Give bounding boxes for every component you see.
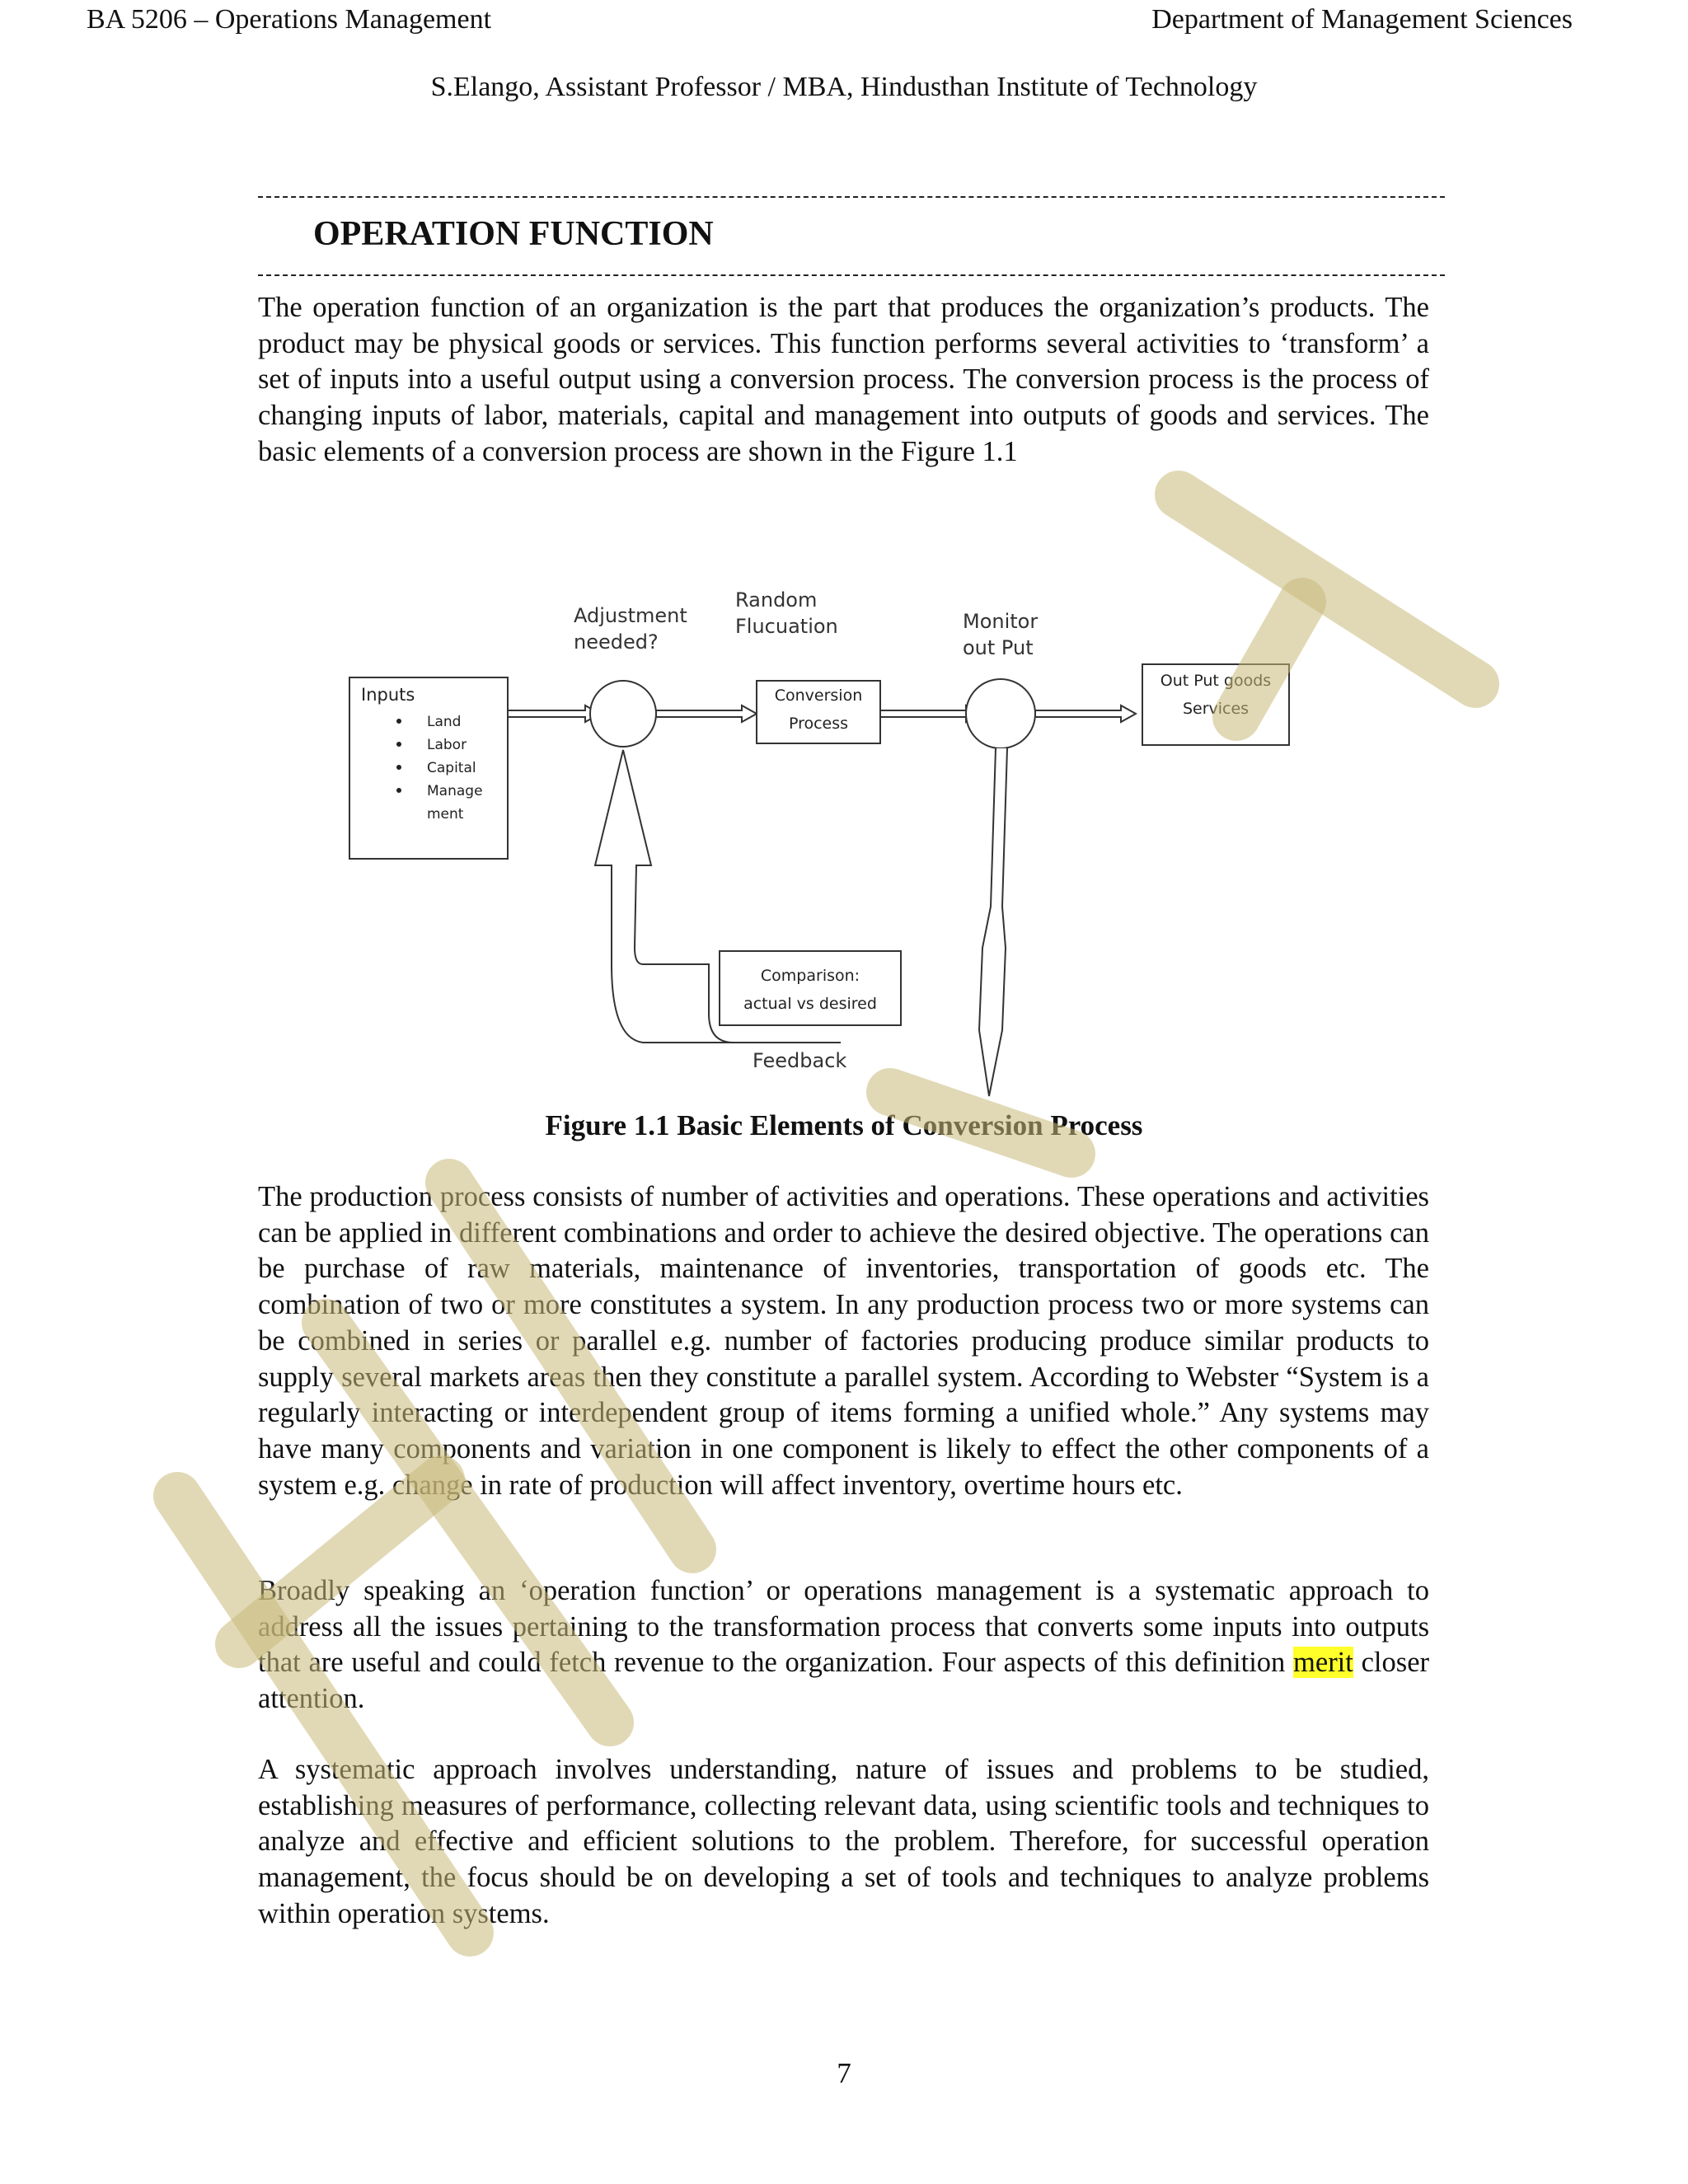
arrow-inputs-to-adjustment <box>508 705 600 722</box>
monitor-node <box>966 679 1035 748</box>
arrow-adjustment-to-conversion <box>656 705 757 722</box>
bullet-icon <box>396 719 401 724</box>
monitor-label-1: Monitor <box>963 610 1039 633</box>
input-item-labor: Labor <box>427 737 467 753</box>
paragraph-operation-function: The operation function of an organization is the part that produces the organization’s products. The product may be physical goods or services. This function performs several activities to ‘transform’ a set of inputs into a useful output using a conversion process. The conversion process is the process of changing inputs of labor, materials, capital and management into outputs of goods and services. The basic elements of a conversion process are shown in the Figure 1.1 <box>258 292 1429 467</box>
comparison-box <box>720 951 901 1025</box>
conversion-label-2: Process <box>788 715 849 733</box>
input-item-land: Land <box>427 714 462 730</box>
highlighted-word: merit <box>1293 1647 1353 1679</box>
header-course-title: BA 5206 – Operations Management <box>87 4 492 35</box>
output-label-2: Services <box>1182 700 1250 718</box>
paragraph-production-process: The production process consists of number of activities and operations. These operations and activities can be applied in different combinations and order to achieve the desired objective. The operations can be purchase of raw materials, maintenance of inventories, transportation of goods etc. The combination of two or more constitutes a system. In any production process two or more systems can be combined in series or parallel e.g. number of factories producing produce similar products to supply several markets areas then they constitute a parallel system. According to Webster “System is a regularly interacting or interdependent group of items forming a unified whole.” Any systems may have many components and variation in one component is likely to effect the other components of a system e.g. change in rate of production will affect inventory, overtime hours etc. <box>258 1181 1429 1501</box>
paragraph-text: Broadly speaking an ‘operation function’ or operations management is a systematic approach to address all the issues pertaining to the transformation process that converts some inputs into outputs that are useful and could fetch revenue to the organization. Four aspects of this definition <box>258 1575 1429 1679</box>
output-label-1: Out Put goods <box>1160 672 1272 690</box>
section-title: OPERATION FUNCTION <box>313 215 714 253</box>
header-department: Department of Management Sciences <box>1151 4 1573 35</box>
page-number: 7 <box>837 2057 851 2089</box>
paragraph-broadly-speaking <box>258 1573 1429 1718</box>
divider-top <box>258 196 1445 198</box>
inputs-title: Inputs <box>361 685 415 705</box>
figure-caption: Figure 1.1 Basic Elements of Conversion Process <box>545 1109 1143 1141</box>
feedback-arrow-down <box>979 748 1007 1096</box>
feedback-label: Feedback <box>753 1049 847 1072</box>
divider-bottom <box>258 274 1445 276</box>
comparison-label-2: actual vs desired <box>743 995 877 1013</box>
paragraph-text: closer attention. <box>258 1647 1429 1715</box>
bullet-icon <box>396 765 401 770</box>
adjustment-label-1: Adjustment <box>574 604 687 627</box>
random-label-2: Flucuation <box>735 615 838 638</box>
header-author: S.Elango, Assistant Professor / MBA, Hindusthan Institute of Technology <box>430 72 1258 102</box>
input-item-capital: Capital <box>427 760 476 776</box>
paragraph-systematic-approach: A systematic approach involves understanding, nature of issues and problems to be studied, establishing measures of performance, collecting relevant data, using scientific tools and techniques to analyze and effective and efficient solutions to the problem. Therefore, for successful operation management, the focus should be on developing a set of tools and techniques to analyze problems within operation systems. <box>258 1754 1429 1929</box>
input-item-management-cont: ment <box>427 806 464 823</box>
comparison-label-1: Comparison: <box>760 967 860 985</box>
conversion-process-diagram <box>346 569 1360 1104</box>
adjustment-node <box>590 681 656 747</box>
random-label-1: Random <box>735 588 818 612</box>
input-item-management: Manage <box>427 783 483 799</box>
arrow-monitor-to-output <box>1035 705 1136 722</box>
bullet-icon <box>396 742 401 747</box>
conversion-label-1: Conversion <box>774 687 863 705</box>
monitor-label-2: out Put <box>963 636 1034 659</box>
adjustment-label-2: needed? <box>574 630 659 654</box>
bullet-icon <box>396 788 401 793</box>
